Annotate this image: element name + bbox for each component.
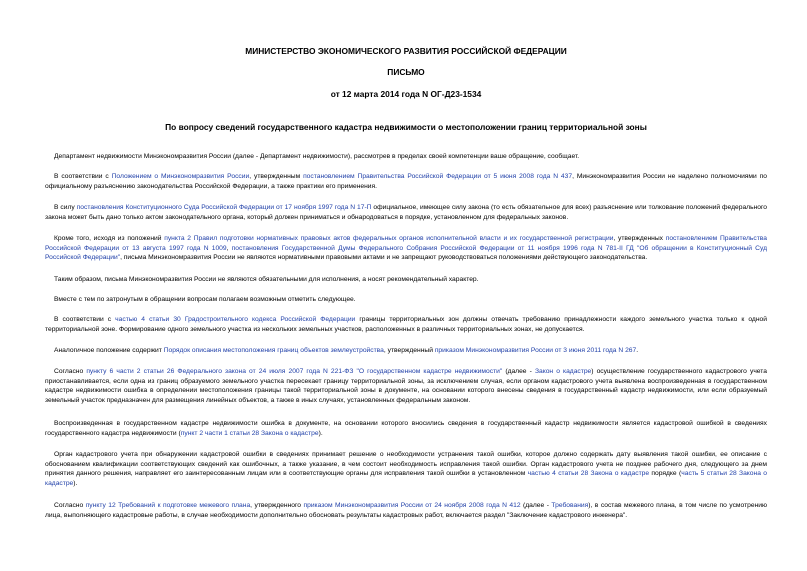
link-boundary-description-procedure[interactable]: Порядок описания местоположения границ объектов землеустройства xyxy=(163,347,384,354)
paragraph-text: , утвержденных xyxy=(613,235,666,242)
paragraph-text: , Минэкономразвития России не наделено полномочиями по официальному разъяснению законодательства Российской Федерации, а также практики его применения. xyxy=(45,173,767,190)
ministry-heading: МИНИСТЕРСТВО ЭКОНОМИЧЕСКОГО РАЗВИТИЯ РОССИЙСКОЙ ФЕДЕРАЦИИ xyxy=(245,46,567,56)
paragraph-2 xyxy=(45,172,767,191)
paragraph-text: , xyxy=(226,244,232,252)
paragraph-text: порядке ( xyxy=(649,470,682,478)
link-state-duma-resolution[interactable]: постановления Государственной Думы Федерального Собрания Российской Федерации от 11 ноября 1996 года N 781-II ГД "Об обращении в Конституционный Суд Российской Федерации" xyxy=(45,244,767,262)
paragraph-3 xyxy=(45,203,767,222)
link-constitutional-court-resolution[interactable]: постановления Конституционного Суда Российской Федерации от 17 ноября 1997 года N 17-П xyxy=(76,204,372,211)
paragraph-text: В соответствии с xyxy=(54,316,116,323)
link-federal-law-221[interactable]: пункту 6 части 2 статьи 26 Федерального закона от 24 июля 2007 года N 221-ФЗ "О государственном кадастре недвижимости" xyxy=(86,368,503,375)
link-survey-plan-requirements[interactable]: пункту 12 Требований к подготовке межевого плана xyxy=(85,502,251,509)
paragraph-text: В силу xyxy=(54,204,77,211)
document-type: ПИСЬМО xyxy=(387,67,425,77)
paragraph-text: официальное, имеющее силу закона (то есть обязательное для всех) разъяснение или толкование положений федерального закона может быть дано только актом законодательного органа, который должен приниматься и обнародоваться в порядке, установленном для федеральных законов. xyxy=(45,204,767,221)
paragraph-text: (далее - xyxy=(502,368,535,375)
paragraph-text: ). xyxy=(318,429,323,437)
paragraph-text: Департамент недвижимости Минэкономразвития России (далее - Департамент недвижимости), рассмотрев в пределах своей компетенции ваше обращение, сообщает. xyxy=(54,153,580,160)
paragraph-4 xyxy=(45,234,767,263)
paragraph-text: границы территориальных зон должны отвечать требованию принадлежности каждого земельного участка только к одной территориальной зоне. Формирование одного земельного участка из нескольких земельных участков, расположенных в различных территориальных зонах, не допускается. xyxy=(45,316,767,333)
link-cadastre-law-art-28-item-2[interactable]: пункт 2 части 1 статьи 28 Закона о кадастре xyxy=(180,429,319,437)
paragraph-text: ) осуществление государственного кадастрового учета приостанавливается, если одна из границ образуемого земельного участка пересекает границу территориальной зоны, за исключением случая, если органом кадастрового учета выявлена воспроизведенная в государственном кадастре недвижимости ошибка в определении местоположения границы такой территориальной зоны в документе, на основании которого внесены сведения в государственный кадастр недвижимости, или если образуемый земельный участок предназначен для размещения линейных объектов, а также в иных случаях, установленных федеральным законом. xyxy=(45,368,768,404)
paragraph-7 xyxy=(45,315,767,334)
link-requirements[interactable]: Требования xyxy=(551,502,589,509)
paragraph-text: Орган кадастрового учета при обнаружении кадастровой ошибки в сведениях принимает решение о необходимости устранения такой ошибки, которое должно содержать дату выявления такой ошибки, ее описание с обоснованием квалификации соответствующих сведений как ошибочных, а также указание, в чем состоит необходимость исправления такой ошибки. Орган кадастрового учета не позднее рабочего дня, следующего за днем принятия данного решения, направляет его заинтересованным лицам или в соответствующие органы для исправления такой ошибки в установленном xyxy=(45,451,767,478)
paragraph-6 xyxy=(45,295,767,305)
paragraph-text: . xyxy=(636,347,639,354)
link-order-267[interactable]: приказом Минэкономразвития России от 3 июня 2011 года N 267 xyxy=(434,347,637,354)
document-date-number: от 12 марта 2014 года N ОГ-Д23-1534 xyxy=(330,89,482,99)
paragraph-text: Согласно xyxy=(54,368,87,375)
link-rules-item-2[interactable]: пункта 2 Правил подготовки нормативных правовых актов федеральных органов исполнительной власти и их государственной регистрации xyxy=(164,235,614,242)
link-cadastre-law-art-28-part-4[interactable]: частью 4 статьи 28 Закона о кадастре xyxy=(527,470,650,478)
paragraph-text: Аналогичное положение содержит xyxy=(54,347,164,354)
paragraph-1 xyxy=(45,152,767,162)
paragraph-text: , письма Минэкономразвития России не являются нормативными правовыми актами и не запрещают руководствоваться положениями действующего законодательства. xyxy=(120,254,648,262)
paragraph-text: ), в состав межевого плана, в том числе по усмотрению лица, выполняющего кадастровые работы, в случае необходимости дополнительно обосновать результаты кадастровых работ, включается раздел "Заключение кадастрового инженера". xyxy=(45,502,768,519)
paragraph-text: Согласно xyxy=(54,502,86,509)
link-ministry-regulation[interactable]: Положением о Минэкономразвития России xyxy=(111,173,250,180)
link-urban-planning-code[interactable]: частью 4 статьи 30 Градостроительного кодекса Российской Федерации xyxy=(115,316,356,323)
paragraph-10 xyxy=(45,419,767,438)
paragraph-text: Таким образом, письма Минэкономразвития России не являются обязательными для исполнения, а носят рекомендательный характер. xyxy=(54,276,479,283)
paragraph-text: Вместе с тем по затронутым в обращении вопросам полагаем возможным отметить следующее. xyxy=(54,296,356,303)
paragraph-text: , утвержденного xyxy=(250,502,304,509)
paragraph-text: , утвержденным xyxy=(249,173,304,180)
paragraph-9 xyxy=(45,367,767,405)
link-government-resolution-1009[interactable]: постановлением Правительства Российской Федерации от 13 августа 1997 года N 1009 xyxy=(45,235,767,252)
paragraph-text: ). xyxy=(73,479,78,487)
paragraph-11 xyxy=(45,450,767,488)
paragraph-text: В соответствии с xyxy=(54,173,112,180)
paragraph-text: Воспроизведенная в государственном кадастре недвижимости ошибка в документе, на основании которого вносились сведения в государственный кадастр недвижимости является кадастровой ошибкой в сведениях государственного кадастра недвижимости ( xyxy=(45,420,767,437)
link-government-resolution-437[interactable]: постановлением Правительства Российской Федерации от 5 июня 2008 года N 437 xyxy=(303,173,573,180)
paragraph-8 xyxy=(45,346,767,356)
paragraph-text: , утвержденный xyxy=(383,347,435,354)
link-cadastre-law[interactable]: Закон о кадастре xyxy=(534,368,592,375)
paragraph-12 xyxy=(45,501,767,520)
link-order-412[interactable]: приказом Минэкономразвития России от 24 ноября 2008 года N 412 xyxy=(303,502,521,509)
paragraph-5 xyxy=(45,275,767,285)
paragraph-text: (далее - xyxy=(520,502,552,509)
link-cadastre-law-art-28-part-5[interactable]: часть 5 статьи 28 Закона о кадастре xyxy=(45,470,768,487)
document-subject: По вопросу сведений государственного кадастра недвижимости о местоположении границ территориальной зоны xyxy=(165,122,647,132)
paragraph-text: Кроме того, исходя из положений xyxy=(54,235,165,242)
